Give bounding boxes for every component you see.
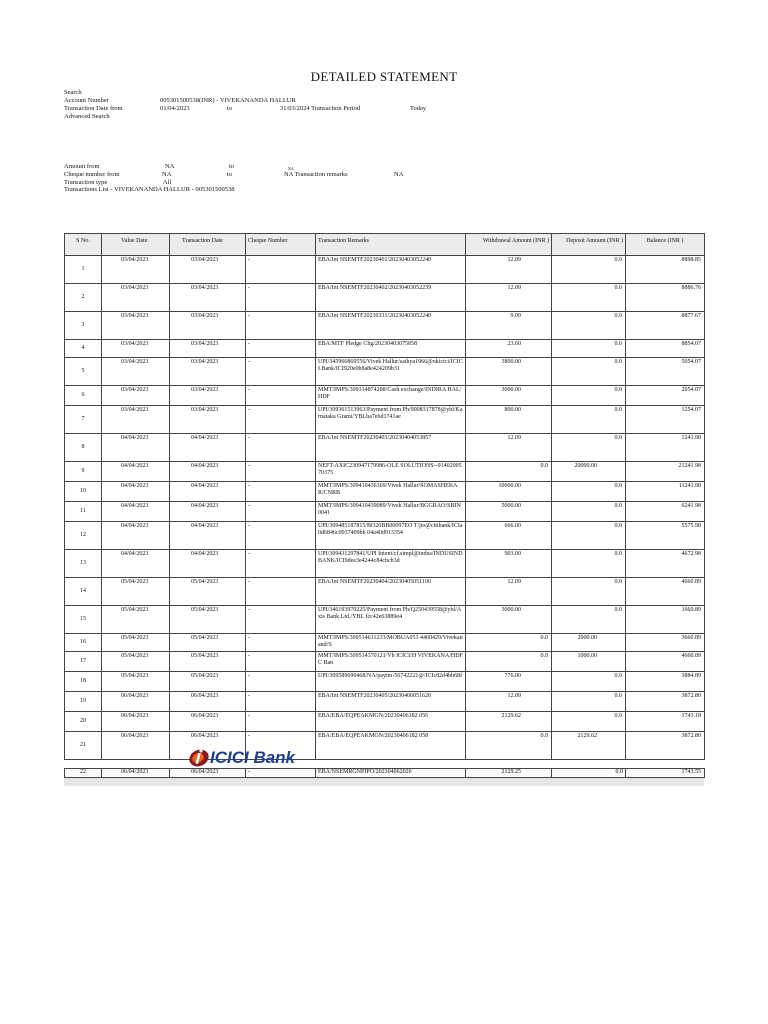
amount-to-label: to <box>229 163 235 170</box>
cell-balance: 5575.98 <box>626 522 705 550</box>
icici-bank-logo <box>188 747 296 769</box>
cell-deposit: 0.0 <box>552 358 626 386</box>
cell-deposit: 0.0 <box>552 606 626 634</box>
txn-date-from-label: Transaction Date from <box>64 105 123 112</box>
cell-withdrawal: 9.09 <box>466 312 552 340</box>
cell-withdrawal: 2129.25 <box>466 769 552 778</box>
cell-transaction-date: 05/04/2023 <box>170 578 246 606</box>
cell-sno: 7 <box>65 406 102 434</box>
search-label[interactable]: Search <box>64 89 82 96</box>
table-row[interactable] <box>65 652 705 672</box>
cell-balance: 5054.07 <box>626 358 705 386</box>
cell-balance: 4660.89 <box>626 652 705 672</box>
cell-value-date: 06/04/2023 <box>102 692 170 712</box>
cell-sno: 11 <box>65 502 102 522</box>
cell-cheque-number: - <box>246 284 316 312</box>
cell-transaction-date: 06/04/2023 <box>170 712 246 732</box>
cell-deposit: 0.0 <box>552 406 626 434</box>
amount-to-value: NA <box>288 166 294 171</box>
table-header-row <box>65 234 705 256</box>
page-title: DETAILED STATEMENT <box>310 69 458 84</box>
cell-cheque-number: - <box>246 482 316 502</box>
cell-sno: 21 <box>65 732 102 760</box>
cell-cheque-number: - <box>246 550 316 578</box>
txn-type-label: Transaction type <box>64 179 108 186</box>
table-row[interactable] <box>65 672 705 692</box>
cell-balance: 21241.98 <box>626 462 705 482</box>
cell-transaction-remarks: MMT/IMPS/309410439089/Vivek Hallur/BGGRAO/SBIN0041 <box>316 502 466 522</box>
cell-transaction-remarks: UPI/309485187815/BO20BB00097EO T/jio@citibank/ICIa0d6846c0937409bb 04a40d913354 <box>316 522 466 550</box>
cell-sno: 18 <box>65 672 102 692</box>
cell-transaction-remarks: UPI/309361513963/Payment from Ph/9008317878@ybl/Karnataka Grami/YBLba7e6d1741ae <box>316 406 466 434</box>
cell-transaction-remarks: MMT/IMPS/309514611233/MOBUA053 4460429/Vivekanand/S <box>316 634 466 652</box>
cell-value-date: 05/04/2023 <box>102 578 170 606</box>
cell-withdrawal: 2129.62 <box>466 712 552 732</box>
cell-transaction-date: 03/04/2023 <box>170 358 246 386</box>
cell-cheque-number: - <box>246 312 316 340</box>
table-footer-strip <box>64 778 704 786</box>
table-row[interactable] <box>65 256 705 284</box>
txn-date-to-value: 31/03/2024 Transaction Period <box>280 105 361 112</box>
cell-withdrawal: 3800.00 <box>466 358 552 386</box>
cell-transaction-date: 03/04/2023 <box>170 284 246 312</box>
header-value-date: Value Date <box>102 234 170 256</box>
header-cheque-number: Cheque Number <box>246 234 316 256</box>
transactions-table-page-2 <box>64 768 705 778</box>
cell-value-date: 03/04/2023 <box>102 386 170 406</box>
header-transaction-date: Transaction Date <box>170 234 246 256</box>
cell-balance: 3884.89 <box>626 672 705 692</box>
cell-cheque-number: - <box>246 769 316 778</box>
cell-balance: 4660.89 <box>626 578 705 606</box>
cheque-from-label: Cheque number from <box>64 171 120 178</box>
cell-sno: 9 <box>65 462 102 482</box>
cell-withdrawal: 666.00 <box>466 522 552 550</box>
cell-deposit: 2129.62 <box>552 732 626 760</box>
cell-withdrawal: 12.09 <box>466 256 552 284</box>
cell-value-date: 03/04/2023 <box>102 358 170 386</box>
icici-logo-text: ICICI Bank <box>210 748 296 767</box>
cell-balance: 1660.89 <box>626 606 705 634</box>
cell-withdrawal: 0.0 <box>466 462 552 482</box>
cell-balance: 1254.07 <box>626 406 705 434</box>
cell-value-date: 03/04/2023 <box>102 284 170 312</box>
cell-transaction-remarks: EBA/Int NSEMTF20230403/20230404053857 <box>316 434 466 462</box>
table-row[interactable] <box>65 502 705 522</box>
cell-balance: 8886.76 <box>626 284 705 312</box>
cell-deposit: 0.0 <box>552 386 626 406</box>
cell-transaction-remarks: UPI/309431297841/UPI Intent/cf.simpl@indus/INDUSIND BANK/ICI9dee3e4244c84cbcb3d <box>316 550 466 578</box>
cell-sno: 19 <box>65 692 102 712</box>
cell-withdrawal: 0.0 <box>466 652 552 672</box>
remarks-value: NA <box>394 171 404 178</box>
cell-value-date: 04/04/2023 <box>102 550 170 578</box>
cell-cheque-number: - <box>246 522 316 550</box>
cell-balance: 1743.55 <box>626 769 705 778</box>
cell-deposit: 0.0 <box>552 550 626 578</box>
table-row[interactable] <box>65 358 705 386</box>
cell-value-date: 03/04/2023 <box>102 406 170 434</box>
cell-sno: 16 <box>65 634 102 652</box>
table-row[interactable] <box>65 386 705 406</box>
table-row[interactable] <box>65 550 705 578</box>
txn-date-to-label: to <box>227 105 233 112</box>
cell-sno: 14 <box>65 578 102 606</box>
cell-withdrawal: 23.60 <box>466 340 552 358</box>
cell-value-date: 03/04/2023 <box>102 256 170 284</box>
header-balance: Balance (INR ) <box>626 234 705 256</box>
table-row[interactable] <box>65 312 705 340</box>
cell-balance: 1743.18 <box>626 712 705 732</box>
cell-withdrawal: 12.09 <box>466 692 552 712</box>
cell-deposit: 0.0 <box>552 340 626 358</box>
cell-withdrawal: 800.00 <box>466 406 552 434</box>
advanced-search-link[interactable]: Advanced Search <box>64 113 110 120</box>
cell-transaction-date: 03/04/2023 <box>170 340 246 358</box>
cell-withdrawal: 12.09 <box>466 434 552 462</box>
cell-transaction-remarks: MMT/IMPS/309410436369/Vivek Hallur/SOMASHEKAR/CNRB <box>316 482 466 502</box>
cell-balance: 8898.85 <box>626 256 705 284</box>
cell-value-date: 05/04/2023 <box>102 652 170 672</box>
header-sno: S No. <box>65 234 102 256</box>
table-row[interactable] <box>65 406 705 434</box>
cell-deposit: 0.0 <box>552 312 626 340</box>
cell-balance: 3872.80 <box>626 732 705 760</box>
cell-cheque-number: - <box>246 672 316 692</box>
cell-transaction-remarks: NEFT-AXIC230947179986-OLE SOLUTIONS--9140200570375 <box>316 462 466 482</box>
cell-transaction-remarks: EBA/EBA/EQPEAKMGN/20230406182 056 <box>316 712 466 732</box>
cell-transaction-date: 03/04/2023 <box>170 386 246 406</box>
cell-deposit: 0.0 <box>552 284 626 312</box>
cell-deposit: 0.0 <box>552 672 626 692</box>
cell-value-date: 03/04/2023 <box>102 340 170 358</box>
table-row[interactable] <box>65 606 705 634</box>
cell-transaction-date: 03/04/2023 <box>170 256 246 284</box>
cell-withdrawal: 776.00 <box>466 672 552 692</box>
cell-value-date: 04/04/2023 <box>102 462 170 482</box>
cell-deposit: 0.0 <box>552 578 626 606</box>
cell-balance: 11241.98 <box>626 482 705 502</box>
cell-transaction-remarks: EBA/Int NSEMTF20230401/20230403052240 <box>316 256 466 284</box>
table-row[interactable] <box>65 578 705 606</box>
table-row[interactable] <box>65 769 705 778</box>
cell-deposit: 0.0 <box>552 522 626 550</box>
cell-balance: 4672.98 <box>626 550 705 578</box>
cell-balance: 6241.98 <box>626 502 705 522</box>
cell-sno: 15 <box>65 606 102 634</box>
transactions-table-continued <box>64 768 704 778</box>
cell-transaction-date: 03/04/2023 <box>170 406 246 434</box>
cell-cheque-number: - <box>246 502 316 522</box>
cell-value-date: 05/04/2023 <box>102 634 170 652</box>
cell-withdrawal: 3000.00 <box>466 606 552 634</box>
cell-transaction-remarks: UPI/345966869556/Vivek Hallur/sathya1966@okicici/ICICI Bank/ICI920e0b8a8e424209b31 <box>316 358 466 386</box>
cell-withdrawal: 10000.00 <box>466 482 552 502</box>
cell-cheque-number: - <box>246 712 316 732</box>
cheque-to-value: NA Transaction remarks <box>284 171 348 178</box>
cell-transaction-date: 06/04/2023 <box>170 692 246 712</box>
table-row[interactable] <box>65 732 705 760</box>
table-row[interactable] <box>65 712 705 732</box>
cell-balance: 8877.67 <box>626 312 705 340</box>
cell-transaction-remarks: EBA/Int NSEMTF20230331/20230403052240 <box>316 312 466 340</box>
cell-transaction-remarks: EBA/Int NSEMTF20230405/20230406051620 <box>316 692 466 712</box>
table-row[interactable] <box>65 482 705 502</box>
cell-deposit: 1000.00 <box>552 652 626 672</box>
cell-deposit: 0.0 <box>552 256 626 284</box>
amount-from-value: NA <box>165 163 175 170</box>
cell-value-date: 04/04/2023 <box>102 522 170 550</box>
cell-sno: 10 <box>65 482 102 502</box>
cell-cheque-number: - <box>246 434 316 462</box>
cell-cheque-number: - <box>246 634 316 652</box>
cell-sno: 5 <box>65 358 102 386</box>
cell-deposit: 0.0 <box>552 434 626 462</box>
cell-transaction-date: 03/04/2023 <box>170 312 246 340</box>
table-row[interactable] <box>65 434 705 462</box>
cell-value-date: 04/04/2023 <box>102 434 170 462</box>
cell-transaction-remarks: MMT/IMPS/309314874288/Cash exchange/INDIRA HAL/HDF <box>316 386 466 406</box>
table-row[interactable] <box>65 692 705 712</box>
cell-cheque-number: - <box>246 386 316 406</box>
cell-withdrawal: 0.0 <box>466 732 552 760</box>
cell-transaction-date: 06/04/2023 <box>170 769 246 778</box>
transactions-table-wrapper <box>64 233 704 760</box>
cell-sno: 4 <box>65 340 102 358</box>
cell-withdrawal: 0.0 <box>466 634 552 652</box>
cell-value-date: 04/04/2023 <box>102 482 170 502</box>
period-value: Today <box>410 105 427 112</box>
cell-transaction-date: 04/04/2023 <box>170 462 246 482</box>
cheque-to-label: to <box>227 171 233 178</box>
cell-cheque-number: - <box>246 406 316 434</box>
cell-value-date: 06/04/2023 <box>102 712 170 732</box>
cell-transaction-date: 04/04/2023 <box>170 522 246 550</box>
txn-date-from-value: 01/04/2023 <box>160 105 190 112</box>
amount-from-label: Amount from <box>64 163 100 170</box>
cell-balance: 2054.07 <box>626 386 705 406</box>
cell-deposit: 20000.00 <box>552 462 626 482</box>
cell-sno: 6 <box>65 386 102 406</box>
cell-transaction-remarks: EBA/Int NSEMTF20230402/20230403052239 <box>316 284 466 312</box>
cell-cheque-number: - <box>246 340 316 358</box>
cell-transaction-date: 04/04/2023 <box>170 434 246 462</box>
cell-withdrawal: 903.00 <box>466 550 552 578</box>
cell-cheque-number: - <box>246 652 316 672</box>
cell-transaction-date: 05/04/2023 <box>170 606 246 634</box>
header-deposit-amount: Deposit Amount (INR ) <box>552 234 626 256</box>
cell-sno: 1 <box>65 256 102 284</box>
cell-transaction-date: 06/04/2023 <box>170 732 246 760</box>
header-withdrawal-amount: Withdrawal Amount (INR ) <box>466 234 552 256</box>
table-row[interactable] <box>65 462 705 482</box>
cell-transaction-date: 05/04/2023 <box>170 652 246 672</box>
cell-sno: 20 <box>65 712 102 732</box>
cell-transaction-remarks: EBA/MTF Pledge Chg/20230403075858 <box>316 340 466 358</box>
cell-value-date: 06/04/2023 <box>102 769 170 778</box>
cheque-from-value: NA <box>162 171 172 178</box>
cell-cheque-number: - <box>246 256 316 284</box>
cell-transaction-date: 04/04/2023 <box>170 482 246 502</box>
cell-transaction-remarks: MMT/IMPS/309514370121/Vb ICICI/H VIVEKANA/HDFC Ban <box>316 652 466 672</box>
cell-cheque-number: - <box>246 606 316 634</box>
txn-type-value: All <box>163 179 172 186</box>
cell-deposit: 0.0 <box>552 482 626 502</box>
cell-value-date: 04/04/2023 <box>102 502 170 522</box>
cell-sno: 3 <box>65 312 102 340</box>
table-row[interactable] <box>65 340 705 358</box>
cell-deposit: 0.0 <box>552 769 626 778</box>
cell-sno: 17 <box>65 652 102 672</box>
cell-withdrawal: 5000.00 <box>466 502 552 522</box>
cell-sno: 22 <box>65 769 102 778</box>
cell-sno: 2 <box>65 284 102 312</box>
cell-transaction-remarks: EBA/NSEMRGNPIPO/202304062026 <box>316 769 466 778</box>
account-number-label: Account Number <box>64 97 109 104</box>
cell-sno: 12 <box>65 522 102 550</box>
transactions-list-label: Transactions List - VIVEKANANDA HALLUR - 005301500538 <box>64 186 235 193</box>
table-row[interactable] <box>65 284 705 312</box>
header-transaction-remarks: Transaction Remarks <box>316 234 466 256</box>
cell-cheque-number: - <box>246 692 316 712</box>
table-row[interactable] <box>65 522 705 550</box>
cell-deposit: 0.0 <box>552 692 626 712</box>
cell-withdrawal: 12.09 <box>466 578 552 606</box>
cell-cheque-number: - <box>246 462 316 482</box>
cell-deposit: 2000.00 <box>552 634 626 652</box>
cell-balance: 3872.80 <box>626 692 705 712</box>
cell-value-date: 03/04/2023 <box>102 312 170 340</box>
cell-withdrawal: 12.09 <box>466 284 552 312</box>
cell-transaction-date: 05/04/2023 <box>170 634 246 652</box>
account-number-value: 005301500538(INR) - VIVEKANANDA HALLUR <box>160 97 296 104</box>
cell-transaction-date: 04/04/2023 <box>170 502 246 522</box>
cell-cheque-number: - <box>246 578 316 606</box>
cell-transaction-remarks: EBA/EBA/EQPEAKMGN/20230406182 058 <box>316 732 466 760</box>
table-row[interactable] <box>65 634 705 652</box>
cell-sno: 8 <box>65 434 102 462</box>
cell-deposit: 0.0 <box>552 502 626 522</box>
cell-value-date: 06/04/2023 <box>102 732 170 760</box>
cell-transaction-remarks: UPI/346193970225/Payment from Ph/Q250439558@ybl/Axis Bank Ltd./YBL fcc42e63889e4 <box>316 606 466 634</box>
cell-transaction-remarks: EBA/Int NSEMTF20230404/20230405051100 <box>316 578 466 606</box>
cell-balance: 1241.98 <box>626 434 705 462</box>
cell-cheque-number: - <box>246 732 316 760</box>
cell-transaction-date: 05/04/2023 <box>170 672 246 692</box>
cell-transaction-date: 04/04/2023 <box>170 550 246 578</box>
cell-sno: 13 <box>65 550 102 578</box>
cell-transaction-remarks: UPI/309589696468/NA/paytm-56742221@/ICIc82d4bb68f <box>316 672 466 692</box>
cell-value-date: 05/04/2023 <box>102 606 170 634</box>
cell-deposit: 0.0 <box>552 712 626 732</box>
cell-value-date: 05/04/2023 <box>102 672 170 692</box>
cell-withdrawal: 3000.00 <box>466 386 552 406</box>
cell-balance: 8854.07 <box>626 340 705 358</box>
transactions-table <box>64 233 705 760</box>
cell-cheque-number: - <box>246 358 316 386</box>
cell-balance: 3660.89 <box>626 634 705 652</box>
